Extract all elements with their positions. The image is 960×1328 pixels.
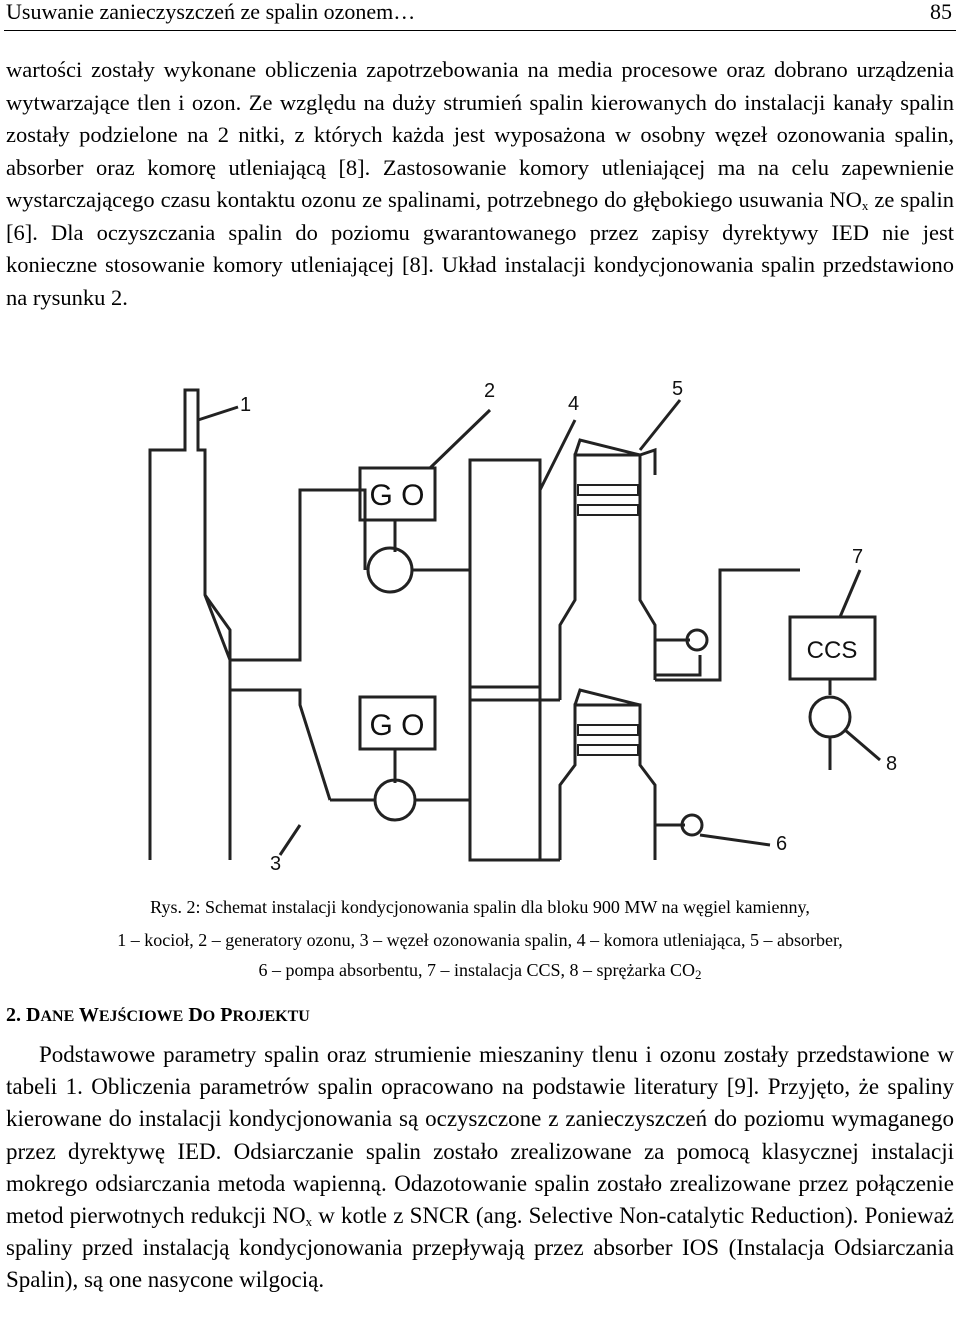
section-number: 2. xyxy=(6,1004,21,1026)
heading-word: ROJEKTU xyxy=(232,1008,310,1025)
oxidation-chamber-bottom xyxy=(470,687,540,860)
page-number: 85 xyxy=(930,0,952,24)
boiler-outline xyxy=(150,390,230,860)
ozonation-node-bottom xyxy=(375,780,415,820)
label-8: 8 xyxy=(886,753,898,775)
go-top-label: G O xyxy=(369,479,425,512)
heading-word: ANE xyxy=(40,1008,75,1025)
subscript: 2 xyxy=(694,967,702,982)
leader-4 xyxy=(540,420,575,490)
installation-schematic xyxy=(0,355,960,885)
leader-8 xyxy=(845,730,880,760)
label-6: 6 xyxy=(776,833,788,855)
label-7: 7 xyxy=(852,546,864,568)
heading-letter: P xyxy=(220,1004,233,1026)
paragraph-text: Podstawowe parametry spalin oraz strumienie mieszaniny tlenu i ozonu zostały przedstawione w tabeli 1. Obliczenia parametrów spalin opracowano na podstawie literatury [9]. Przyjęto, że spaliny kierowane do instalacji kondycjonowania są oczyszczone z zanieczyszczeń do poziomu wymaganego przez dyrektywę IED. Odsiarczanie spalin zostało zrealizowane za pomocą klasycznej instalacji mokrego odsiarczania metoda wapienną. Odazotowanie spalin zostało zrealizowane przez połączenie metod pierwotnych redukcji NO xyxy=(6,1042,954,1229)
heading-word: EJŚCIOWE xyxy=(98,1008,184,1025)
absorber-bottom xyxy=(560,705,655,860)
label-2: 2 xyxy=(484,380,496,402)
paragraph-text: w kotle z SNCR (ang. Selective Non-catalytic Reduction). Ponieważ spaliny przed instalacją kondycjonowania przepływają przez absorber IOS (Instalacja Odsiarczania Spalin), są one nasycone wilgocią. xyxy=(6,1203,954,1293)
heading-letter: D xyxy=(188,1004,203,1026)
leader-6 xyxy=(700,835,770,845)
paragraph-text: wartości zostały wykonane obliczenia zapotrzebowania na media procesowe oraz dobrano urządzenia wytwarzające tlen i ozon. Ze względu na duży strumień spalin kierowanych do instalacji kanały spalin zostały podzielone na 2 nitki, z których każda jest wyposażona w osobny węzeł ozonowania spalin, absorber oraz komorę utleniającą [8]. Zastosowanie komory utleniającej ma na celu zapewnienie wystarczającego czasu kontaktu ozonu ze spalinami, potrzebnego do głębokiego usuwania NO xyxy=(6,57,954,212)
compressor xyxy=(810,697,850,737)
duct-split xyxy=(230,690,330,800)
go-bottom-label: G O xyxy=(369,709,425,742)
running-header xyxy=(4,0,956,31)
heading-letter: D xyxy=(26,1004,41,1026)
heading-letter: W xyxy=(78,1004,99,1026)
oxidation-chamber-top xyxy=(470,460,540,700)
section-heading xyxy=(6,1002,310,1030)
figure-caption-line-3 xyxy=(10,958,950,982)
ozonation-node-top xyxy=(368,548,412,592)
leader-7 xyxy=(840,570,860,617)
heading-word: O xyxy=(202,1008,216,1025)
label-5: 5 xyxy=(672,378,684,400)
body-paragraph-2 xyxy=(6,1039,954,1297)
caption-text: 6 – pompa absorbentu, 7 – instalacja CCS, 8 – sprężarka CO xyxy=(258,960,695,980)
leader-3 xyxy=(280,825,300,855)
label-1: 1 xyxy=(240,394,252,416)
absorber-top xyxy=(560,455,655,700)
label-3: 3 xyxy=(270,853,282,875)
subscript: x xyxy=(861,198,869,213)
subscript: x xyxy=(305,1214,313,1230)
running-title: Usuwanie zanieczyszczeń ze spalin ozonem… xyxy=(6,0,416,24)
leader-1 xyxy=(198,407,238,420)
ccs-label: CCS xyxy=(806,637,858,664)
body-paragraph-1 xyxy=(6,54,954,314)
duct-top xyxy=(230,490,365,660)
paragraph-text: ze spalin [6]. Dla oczyszczania spalin do poziomu gwarantowanego przez zapisy dyrektywy IED nie jest konieczne stosowanie komory utleniającej [8]. Układ instalacji kondycjonowania spalin przedstawiono na rysunku 2. xyxy=(6,187,955,310)
figure-caption-line-1: Rys. 2: Schemat instalacji kondycjonowania spalin dla bloku 900 MW na węgiel kamienny, xyxy=(150,897,810,917)
figure-caption-line-2: 1 – kocioł, 2 – generatory ozonu, 3 – węzeł ozonowania spalin, 4 – komora utleniająca, 5 – absorber, xyxy=(117,930,843,950)
leader-5 xyxy=(640,400,680,450)
label-4: 4 xyxy=(568,393,580,415)
